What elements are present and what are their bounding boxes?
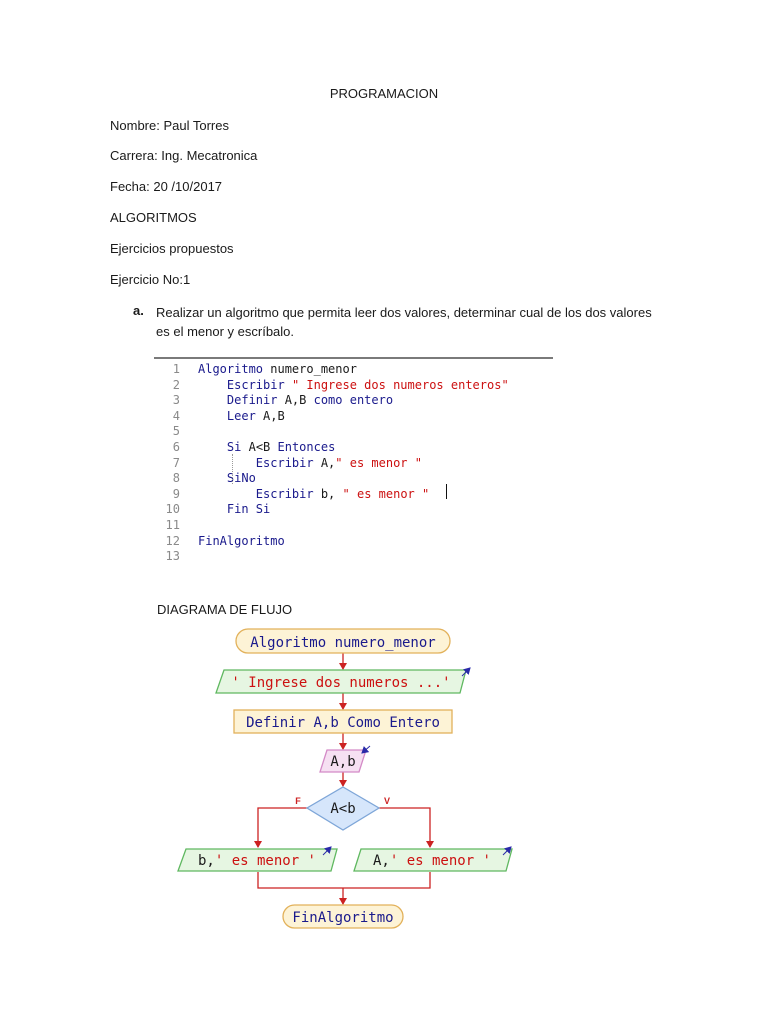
code-line: [156, 409, 509, 425]
page-title: PROGRAMACION: [329, 86, 439, 101]
start-label: Algoritmo numero_menor: [250, 635, 436, 651]
line-number: 8: [172, 471, 180, 486]
code-token: Escribir: [226, 377, 292, 392]
input-label: A,b: [330, 754, 356, 770]
decision-label: A<b: [330, 801, 356, 817]
false-label: F: [295, 796, 301, 806]
line-number: 1: [172, 362, 180, 376]
code-token: Entonces: [277, 439, 336, 454]
code-token: Definir: [226, 393, 285, 408]
code-token: Fin Si: [226, 502, 271, 517]
line-number: 12: [165, 533, 180, 548]
code-token: " es menor ": [335, 455, 422, 470]
code-line: [156, 549, 509, 565]
end-label: FinAlgoritmo: [292, 910, 394, 926]
line-number: 2: [172, 377, 180, 392]
code-line: [156, 424, 509, 440]
code-line: [156, 362, 509, 378]
line-number: 3: [172, 393, 180, 408]
line-number: 13: [165, 549, 180, 564]
exercise-heading: Ejercicio No:1: [110, 272, 191, 287]
line-number: 11: [165, 517, 180, 532]
line-number: 5: [172, 424, 180, 439]
task-description: Realizar un algoritmo que permita leer dos valores, determinar cual de los dos valores es el menor y escríbalo.: [156, 305, 652, 339]
code-token: " es menor ": [342, 486, 430, 501]
code-line: [156, 378, 509, 394]
code-line: [156, 456, 509, 472]
student-name: Nombre: Paul Torres: [110, 118, 229, 133]
line-number: 10: [165, 502, 180, 517]
code-line: [156, 487, 509, 503]
code-token: A,: [320, 455, 336, 470]
code-token: Escribir: [255, 455, 321, 470]
false-branch-arrow: [258, 808, 307, 847]
code-token: A,B: [263, 408, 285, 423]
true-label: V: [383, 796, 391, 806]
line-number: 9: [172, 486, 180, 501]
code-token: A,B: [284, 393, 314, 408]
code-token: SiNo: [226, 471, 256, 486]
code-line: [156, 534, 509, 550]
line-number: 6: [172, 439, 180, 454]
text-cursor: [446, 484, 447, 499]
code-token: FinAlgoritmo: [198, 533, 285, 548]
subtopic-heading: Ejercicios propuestos: [110, 241, 234, 256]
flowchart-heading: DIAGRAMA DE FLUJO: [157, 602, 293, 617]
code-token: numero_menor: [270, 362, 357, 376]
code-listing: [156, 362, 509, 565]
code-top-border: [154, 357, 553, 359]
output-true-label: A,' es menor ': [372, 853, 492, 869]
code-token: b,: [320, 486, 343, 501]
true-branch-arrow: [379, 808, 430, 847]
line-number: 4: [172, 408, 180, 423]
code-token: como entero: [313, 393, 394, 408]
indent-guide: [232, 454, 233, 484]
code-line: [156, 518, 509, 534]
topic-heading: ALGORITMOS: [110, 210, 197, 225]
output-false-label: b,' es menor ': [197, 853, 317, 869]
list-marker: a.: [133, 303, 144, 318]
define-label: Definir A,b Como Entero: [246, 715, 440, 731]
code-token: Escribir: [255, 486, 321, 501]
output-prompt-label: ' Ingrese dos numeros ...': [231, 675, 451, 691]
merge-line: [258, 872, 430, 888]
code-line: [156, 393, 509, 409]
code-line: [156, 440, 509, 456]
code-token: A<B: [248, 439, 278, 454]
code-token: Algoritmo: [198, 362, 271, 376]
career: Carrera: Ing. Mecatronica: [110, 148, 258, 163]
code-token: " Ingrese dos numeros enteros": [291, 377, 509, 392]
code-token: Leer: [226, 408, 264, 423]
date: Fecha: 20 /10/2017: [110, 179, 223, 194]
flowchart: [0, 620, 768, 940]
code-line: [156, 502, 509, 518]
line-number: 7: [172, 455, 180, 470]
code-token: Si: [226, 439, 249, 454]
code-line: [156, 471, 509, 487]
